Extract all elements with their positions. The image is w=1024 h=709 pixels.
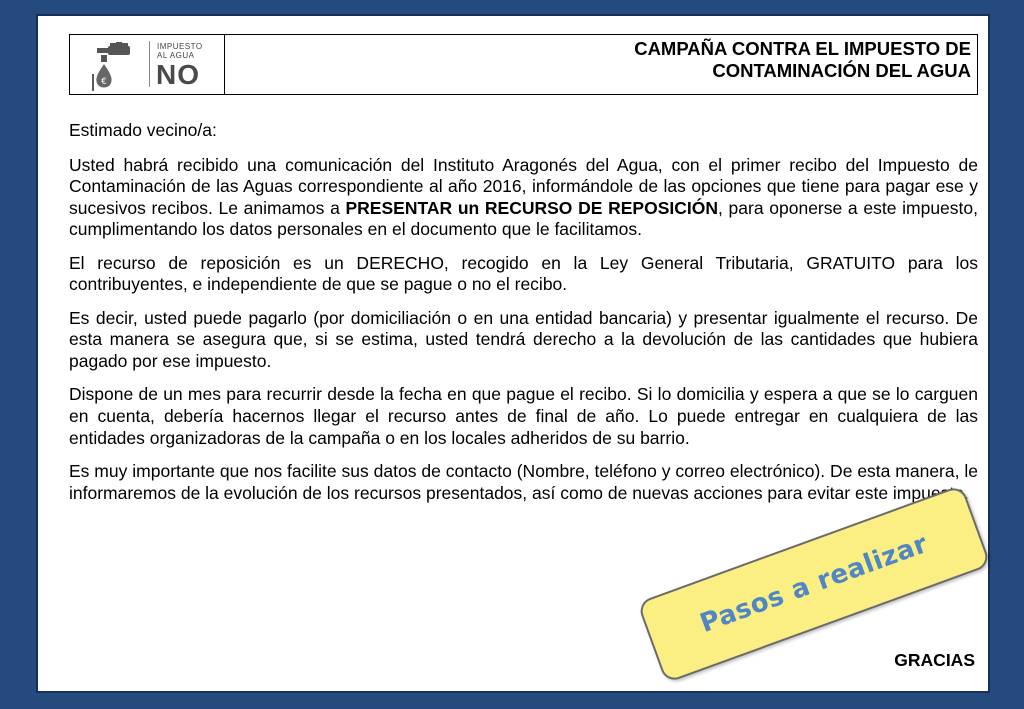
- paragraph-1: [69, 155, 978, 241]
- campaign-title-line2: CONTAMINACIÓN DEL AGUA: [712, 60, 971, 81]
- paragraph-3: Es decir, usted puede pagarlo (por domiciliación o en una entidad bancaria) y presentar igualmente el recurso. De esta manera se asegura que, si se estima, usted tendrá derecho a la devolución de las cantidades que hubiera pagado por ese impuesto.: [69, 307, 978, 371]
- closing-thanks: GRACIAS: [894, 650, 975, 670]
- logo-text-line2: AL AGUA: [157, 51, 195, 60]
- campaign-title-line1: CAMPAÑA CONTRA EL IMPUESTO DE: [634, 38, 971, 59]
- paragraph-5: Es muy importante que nos facilite sus datos de contacto (Nombre, teléfono y correo electrónico). De esta manera, le informaremos de la evolución de los recursos presentados, así como de nuevas acciones para evitar este impuesto.: [69, 460, 978, 503]
- paragraph-1-text-b: , para oponerse a este impuesto, cumplimentando los datos personales en el documento que le facilitamos.: [69, 197, 978, 240]
- greeting: Estimado vecino/a:: [69, 120, 217, 140]
- water-tap-icon: [92, 40, 140, 92]
- paragraph-4: Dispone de un mes para recurrir desde la fecha en que pague el recibo. Si lo domicilia y espera a que se lo carguen en cuenta, debería hacernos llegar el recurso antes de final de año. Lo puede entregar en cualquiera de las entidades organizadoras de la campaña o en los locales adheridos de su barrio.: [69, 384, 978, 448]
- paragraph-1-text-a: Usted habrá recibido una comunicación del Instituto Aragonés del Agua, con el primer recibo del Impuesto de Contaminación de las Aguas correspondiente al año 2016, informándole de las opciones que tiene para pagar ese y sucesivos recibos. Le animamos a: [69, 154, 978, 218]
- document-header: [69, 34, 978, 95]
- sticky-note-label: Pasos a realizar: [696, 528, 932, 640]
- svg-text:€: €: [101, 77, 107, 87]
- paragraph-2: El recurso de reposición es un DERECHO, recogido en la Ley General Tributaria, GRATUITO para los contribuyentes, e independiente de que se pague o no el recibo.: [69, 252, 978, 295]
- logo-no-text: NO: [156, 59, 200, 90]
- logo-text-line1: IMPUESTO: [157, 42, 203, 51]
- logo-divider: [149, 41, 150, 87]
- campaign-logo: [70, 35, 225, 94]
- campaign-title: [634, 38, 971, 82]
- letter-body: [69, 120, 978, 516]
- paragraph-1-emphasis: PRESENTAR un RECURSO DE REPOSICIÓN: [345, 197, 718, 218]
